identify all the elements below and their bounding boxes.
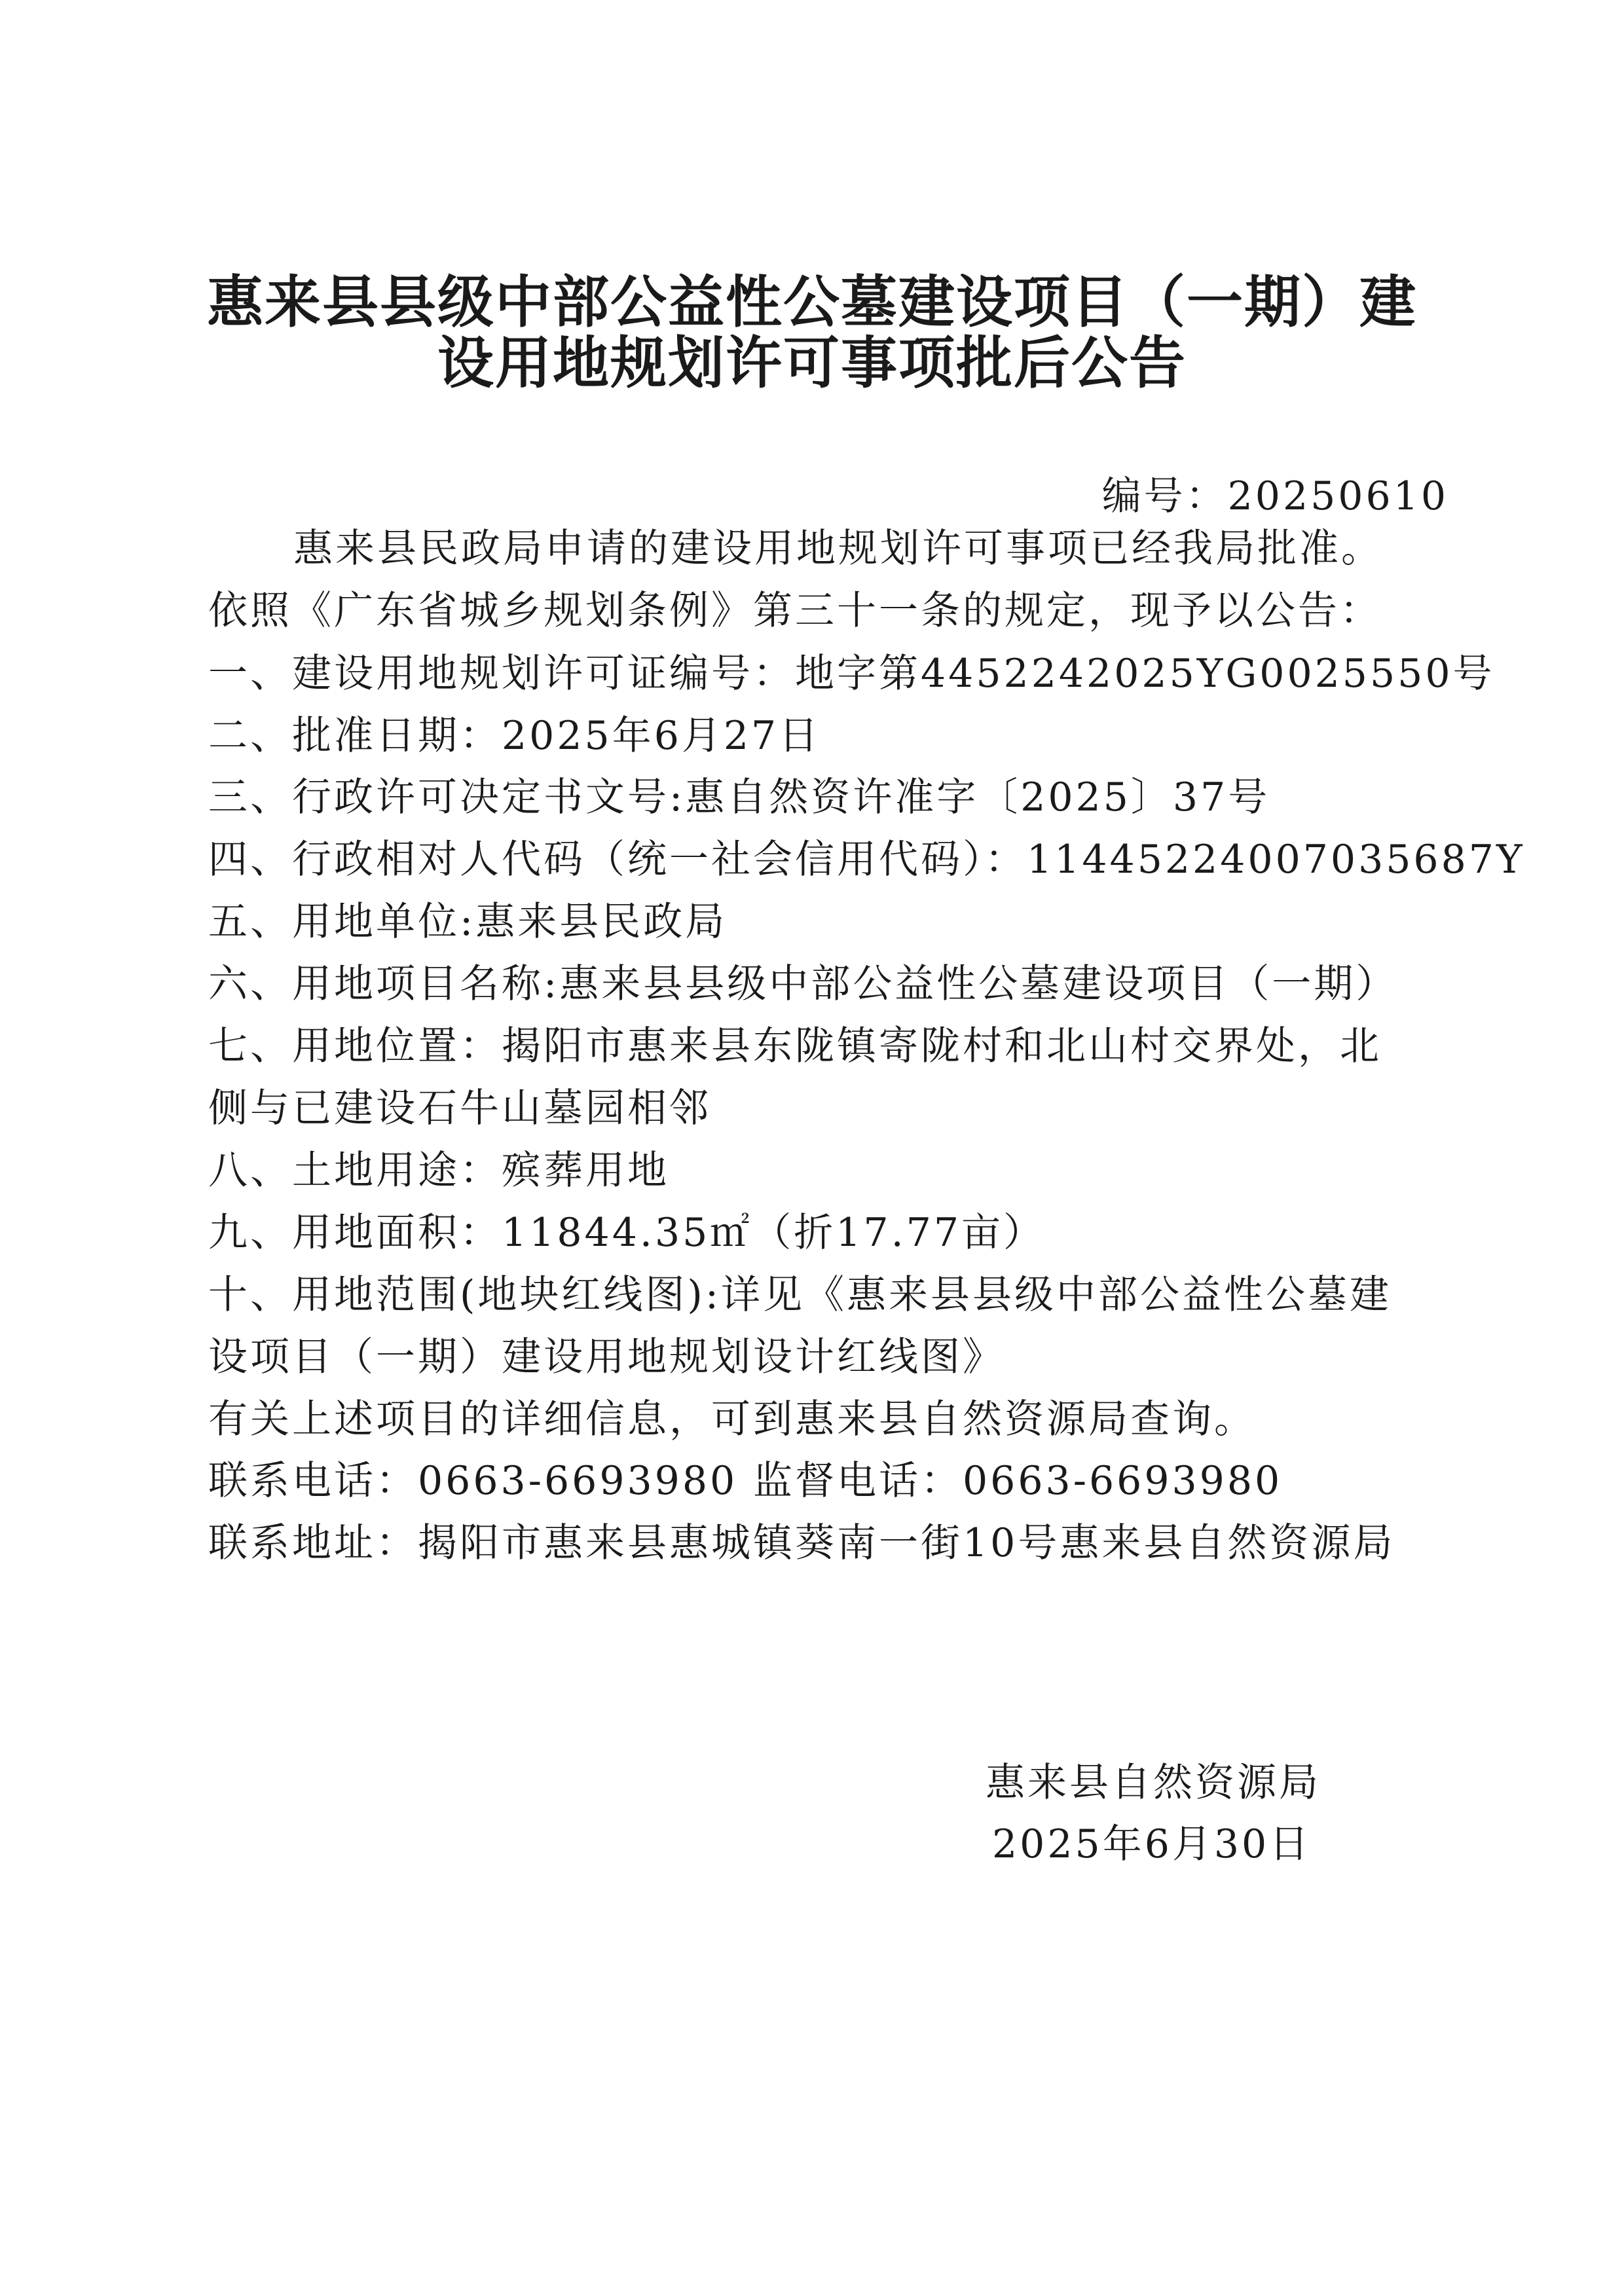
- inquiry-note: 有关上述项目的详细信息，可到惠来县自然资源局查询。: [208, 1396, 1256, 1442]
- contact-phone: 联系电话：0663-6693980: [208, 1458, 738, 1504]
- document-title-line-2: 设用地规划许可事项批后公告: [437, 331, 1187, 396]
- contact-address: 联系地址：揭阳市惠来县惠城镇葵南一街10号惠来县自然资源局: [208, 1520, 1395, 1566]
- item-land-area: 九、用地面积：11844.35㎡（折17.77亩）: [208, 1210, 1046, 1256]
- signature-date: 2025年6月30日: [992, 1821, 1312, 1867]
- item-land-user: 五、用地单位:惠来县民政局: [208, 899, 728, 945]
- intro-line-1: 惠来县民政局申请的建设用地规划许可事项已经我局批准。: [293, 526, 1383, 572]
- intro-line-2: 依照《广东省城乡规划条例》第三十一条的规定，现予以公告：: [208, 588, 1382, 634]
- document-number: 编号：20250610: [1101, 473, 1449, 519]
- item-location-line-2: 侧与已建设石牛山墓园相邻: [208, 1085, 711, 1131]
- signature-organization: 惠来县自然资源局: [986, 1760, 1321, 1806]
- item-permit-number: 一、建设用地规划许可证编号：地字第4452242025YG0025550号: [208, 651, 1495, 697]
- item-land-use: 八、土地用途：殡葬用地: [208, 1148, 669, 1194]
- item-project-name: 六、用地项目名称:惠来县县级中部公益性公墓建设项目（一期）: [208, 961, 1398, 1007]
- item-credit-code: 四、行政相对人代码（统一社会信用代码）：11445224007035687Y: [208, 837, 1525, 883]
- item-land-scope-line-2: 设项目（一期）建设用地规划设计红线图》: [208, 1334, 1005, 1380]
- item-land-scope-line-1: 十、用地范围(地块红线图):详见《惠来县县级中部公益性公墓建: [208, 1272, 1392, 1318]
- item-location-line-1: 七、用地位置：揭阳市惠来县东陇镇寄陇村和北山村交界处，北: [208, 1023, 1382, 1069]
- item-approval-date: 二、批准日期：2025年6月27日: [208, 713, 821, 759]
- supervise-phone: 监督电话：0663-6693980: [753, 1458, 1283, 1504]
- document-title-line-1: 惠来县县级中部公益性公墓建设项目（一期）建: [207, 270, 1417, 335]
- item-decision-number: 三、行政许可决定书文号:惠自然资许准字〔2025〕37号: [208, 774, 1270, 820]
